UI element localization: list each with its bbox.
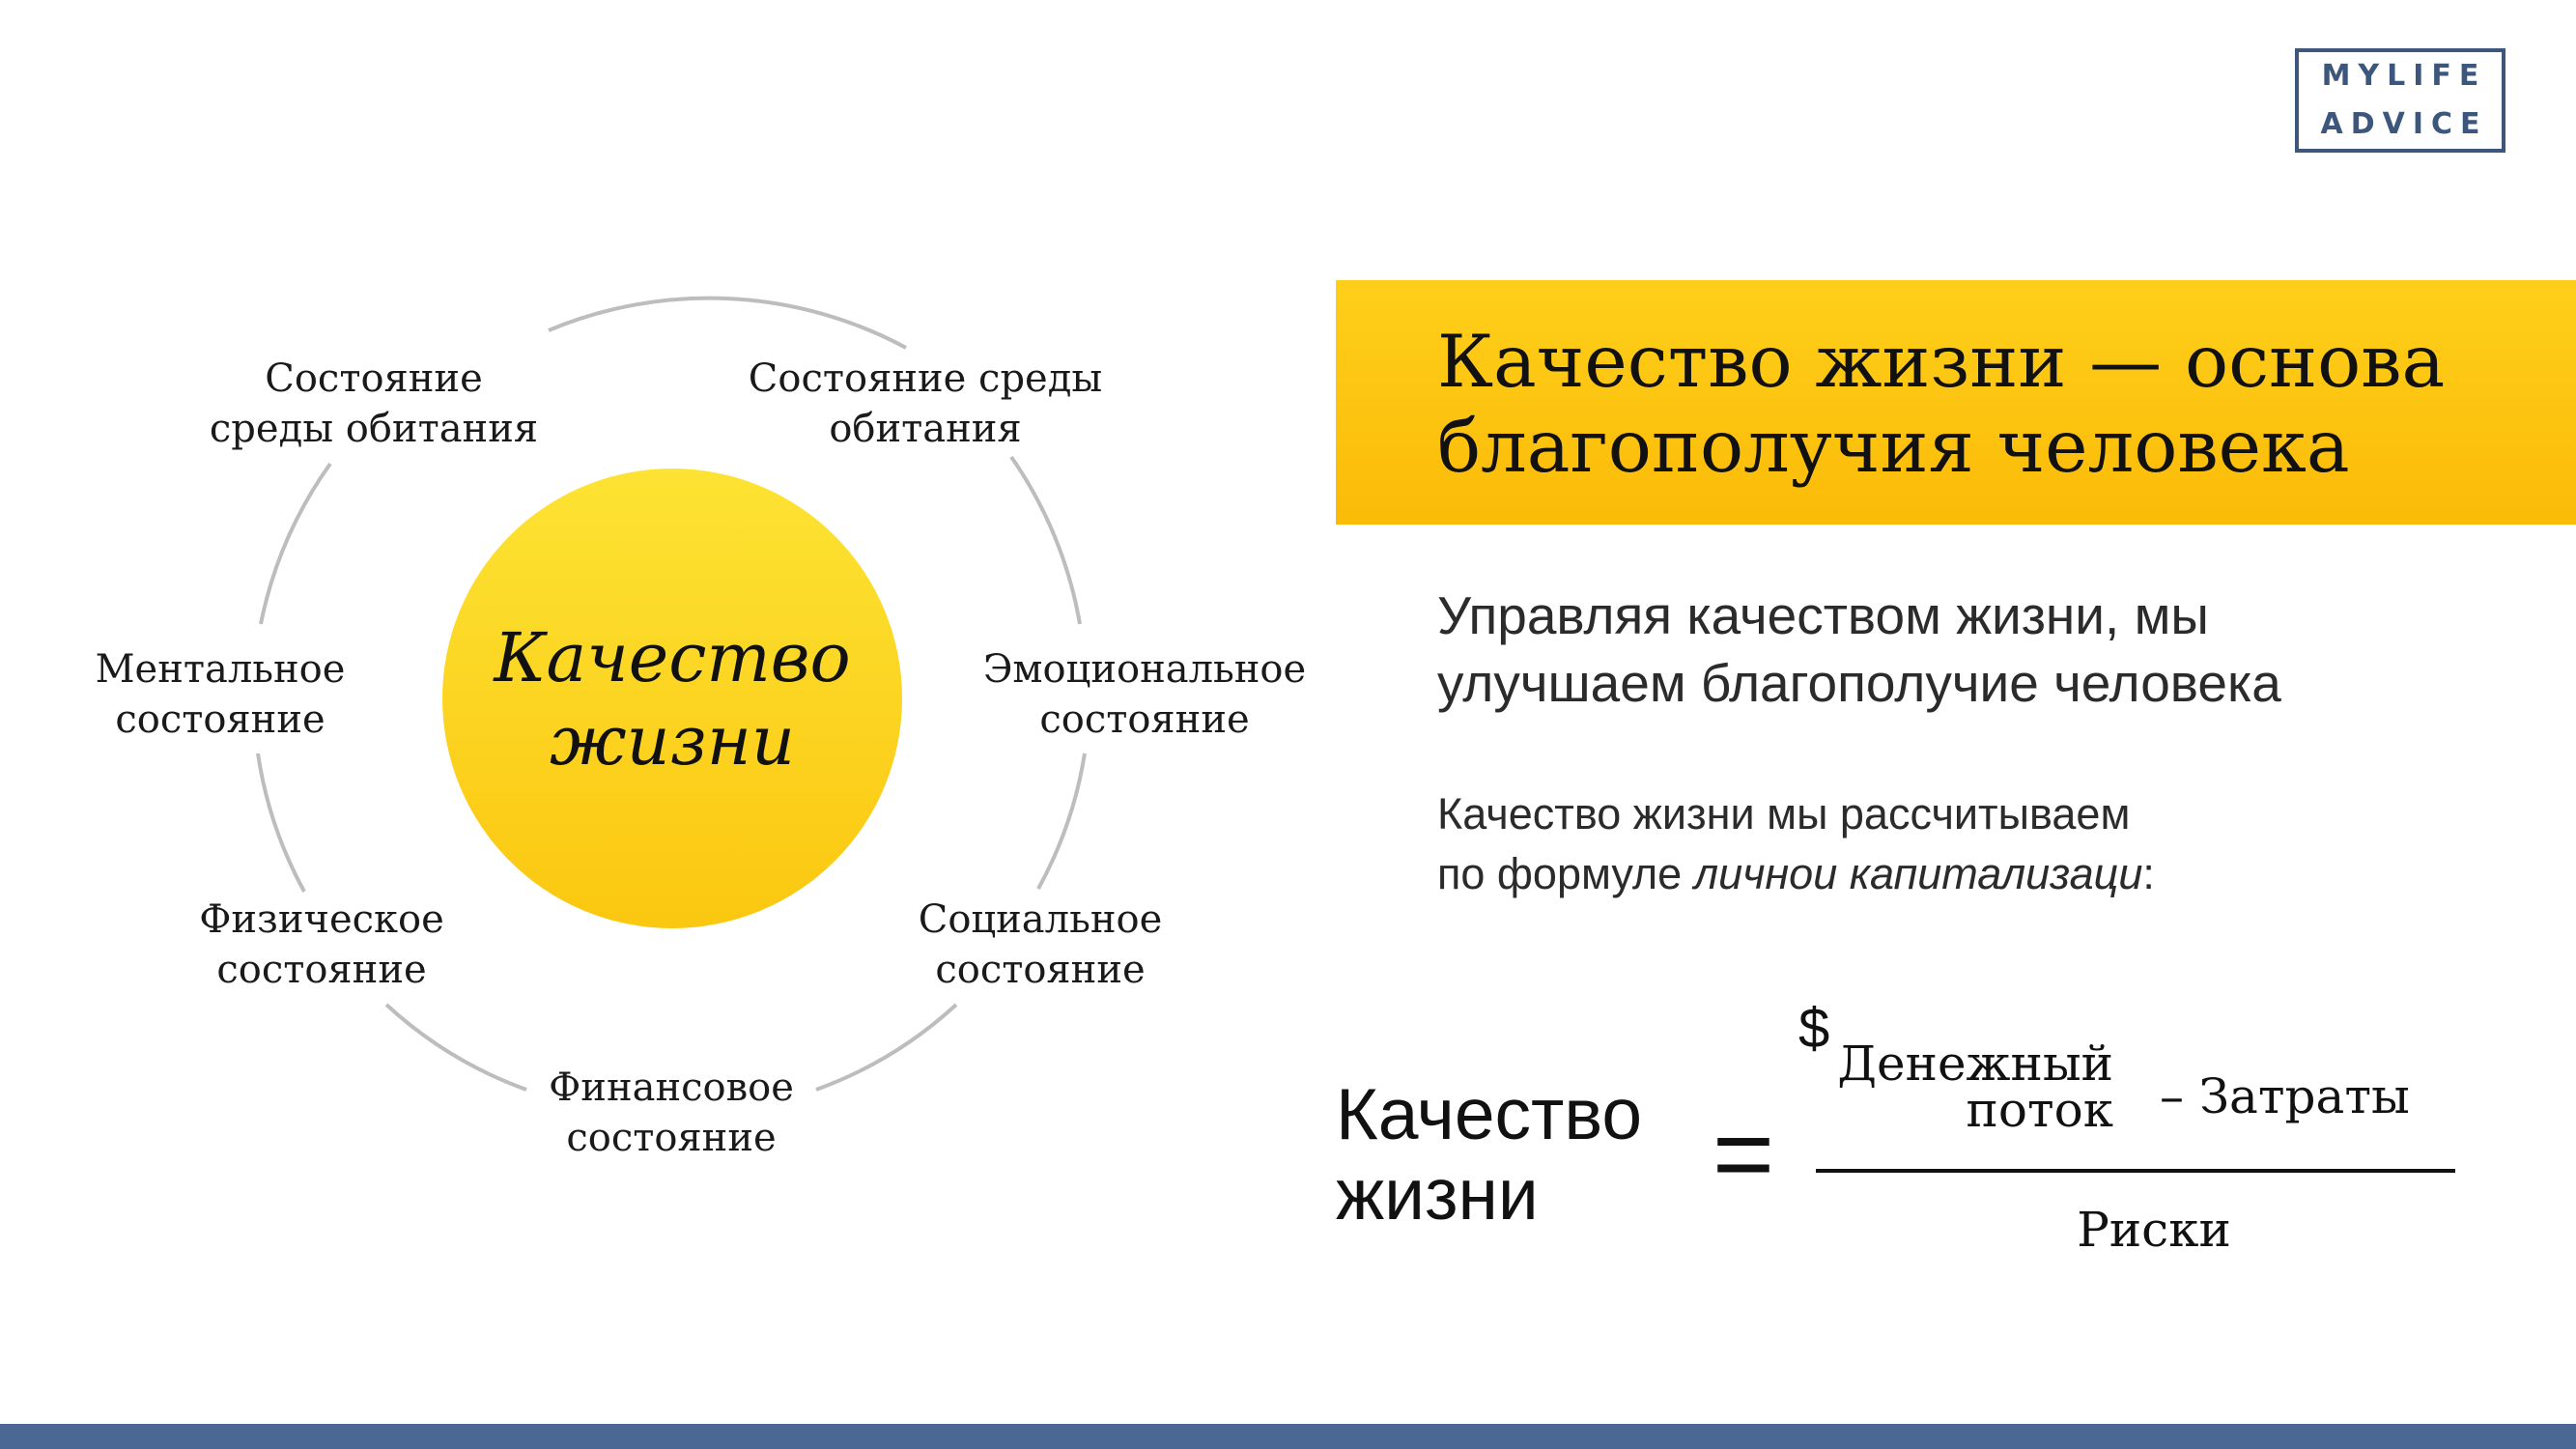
cash-flow-term: Денежный поток	[1837, 1036, 2113, 1138]
page-title: Качество жизни — основа благополучия человека	[1437, 319, 2446, 489]
risks-denominator: Риски	[2077, 1202, 2231, 1258]
logo-line-1: MYLIFE	[2321, 59, 2487, 93]
footer-bar	[0, 1424, 2576, 1449]
segment-financial: Финансовое состояние	[549, 1065, 794, 1160]
segment-habitat-right: Состояние среды обитания	[748, 356, 1103, 451]
formula-name: личнои капитализаци	[1693, 849, 2143, 898]
formula-note: Качество жизни мы рассчитываем по формуле личнои капитализаци:	[1437, 789, 2155, 898]
segment-habitat-left: Состояние среды обитания	[209, 356, 539, 451]
title-banner	[1336, 280, 2576, 525]
formula-left-side: Качество жизни	[1336, 1073, 1643, 1235]
logo-line-2: ADVICE	[2320, 107, 2488, 141]
ring-arc-top	[549, 298, 906, 348]
lead-text: Управляя качеством жизни, мы улучшаем благополучие человека	[1437, 585, 2281, 713]
equals-sign: =	[1712, 1094, 1775, 1213]
dollar-icon: $	[1798, 997, 1830, 1060]
ring-arc-upper-left	[261, 464, 330, 624]
ring-arc-lower-right	[1038, 753, 1085, 889]
center-label-line-1: Качество	[494, 618, 851, 697]
segment-emotional: Эмоциональное состояние	[982, 647, 1307, 742]
segment-mental: Ментальное состояние	[95, 647, 346, 742]
fraction-bar	[1816, 1169, 2455, 1173]
mylife-advice-logo	[2295, 48, 2505, 153]
center-label-line-2: жизни	[549, 701, 795, 781]
ring-arc-upper-right	[1011, 457, 1080, 624]
ring-arc-lower-left	[258, 753, 304, 892]
quality-of-life-circle	[442, 469, 902, 928]
segment-social: Социальное состояние	[918, 897, 1163, 992]
costs-term: – Затраты	[2160, 1068, 2410, 1124]
segment-physical: Физическое состояние	[199, 897, 444, 992]
